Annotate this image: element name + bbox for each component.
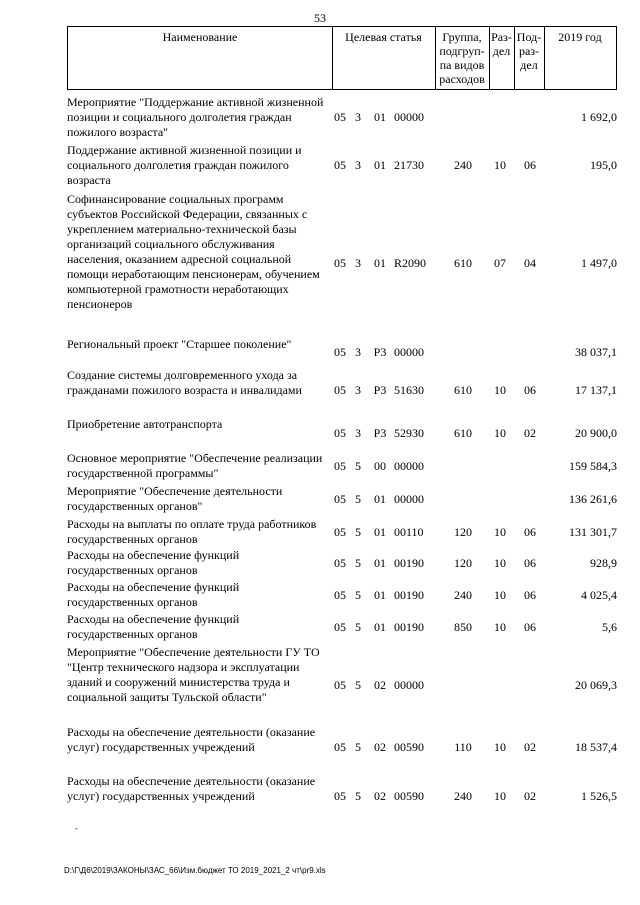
- cell-section: 10: [494, 620, 506, 634]
- header-group: Группа, подгруп- па видов расходов: [439, 30, 485, 86]
- cell-program: 05: [334, 345, 346, 359]
- header-target-article: Целевая статья: [345, 30, 422, 44]
- cell-amount: 20 900,0: [575, 426, 617, 440]
- cell-group: 240: [454, 789, 472, 803]
- cell-subsection: 06: [524, 588, 536, 602]
- cell-subsection: 06: [524, 383, 536, 397]
- cell-group: 850: [454, 620, 472, 634]
- cell-amount: 1 526,5: [581, 789, 617, 803]
- row-name: Поддержание активной жизненной позиции и социального долголетия граждан пожилого возраста: [67, 143, 302, 187]
- row-name: Расходы на обеспечение функций государственных органов: [67, 612, 240, 641]
- cell-subsection: 02: [524, 740, 536, 754]
- cell-program: 05: [334, 383, 346, 397]
- cell-program: 05: [334, 678, 346, 692]
- cell-event: 01: [374, 556, 386, 570]
- cell-section: 10: [494, 588, 506, 602]
- cell-subprogram: 3: [355, 110, 361, 124]
- row-name: Мероприятие "Поддержание активной жизненной позиции и социального долголетия граждан пожилого возраста": [67, 95, 324, 139]
- cell-program: 05: [334, 110, 346, 124]
- cell-direction: 00590: [394, 789, 424, 803]
- cell-subsection: 06: [524, 525, 536, 539]
- cell-subprogram: 5: [355, 740, 361, 754]
- cell-amount: 159 584,3: [569, 459, 617, 473]
- cell-program: 05: [334, 588, 346, 602]
- row-name: Софинансирование социальных программ субъектов Российской Федерации, связанных с укреплением материально-технической базы организаций социального обслуживания населения, оказанием адресной социальной помощи неработающим пенсионерам, обучением компьютерной грамотности неработающих пенсионеров: [67, 192, 320, 311]
- cell-section: 10: [494, 525, 506, 539]
- cell-subsection: 02: [524, 426, 536, 440]
- cell-program: 05: [334, 426, 346, 440]
- row-name: Мероприятие "Обеспечение деятельности ГУ ТО "Центр технического надзора и эксплуатации зданий и сооружений министерства труда и социальной защиты Тульской области": [67, 645, 320, 704]
- cell-program: 05: [334, 789, 346, 803]
- row-name: Основное мероприятие "Обеспечение реализации государственной программы": [67, 451, 323, 480]
- cell-section: 10: [494, 383, 506, 397]
- cell-group: 110: [454, 740, 472, 754]
- row-name: Расходы на обеспечение деятельности (оказание услуг) государственных учреждений: [67, 725, 316, 754]
- header-section: Раз- дел: [491, 30, 512, 58]
- cell-program: 05: [334, 492, 346, 506]
- cell-direction: 00190: [394, 620, 424, 634]
- cell-direction: 00000: [394, 110, 424, 124]
- cell-subprogram: 5: [355, 678, 361, 692]
- cell-event: 01: [374, 492, 386, 506]
- cell-direction: 52930: [394, 426, 424, 440]
- cell-subsection: 06: [524, 158, 536, 172]
- cell-amount: 18 537,4: [575, 740, 617, 754]
- cell-section: 10: [494, 740, 506, 754]
- cell-program: 05: [334, 158, 346, 172]
- cell-program: 05: [334, 256, 346, 270]
- cell-event: 01: [374, 110, 386, 124]
- cell-event: 00: [374, 459, 386, 473]
- cell-amount: 928,9: [590, 556, 617, 570]
- row-name: Создание системы долговременного ухода за гражданами пожилого возраста и инвалидами: [67, 368, 302, 397]
- cell-amount: 136 261,6: [569, 492, 617, 506]
- cell-subsection: 06: [524, 556, 536, 570]
- stray-mark: -: [75, 824, 78, 833]
- cell-program: 05: [334, 740, 346, 754]
- cell-direction: 00000: [394, 459, 424, 473]
- file-path-footer: D:\Г\Д6\2019\ЗАКОНЫ\ЗАС_66\Изм.бюджет ТО 2019_2021_2 чт\pr9.xls: [64, 866, 326, 875]
- cell-group: 120: [454, 556, 472, 570]
- cell-subprogram: 5: [355, 459, 361, 473]
- cell-amount: 38 037,1: [575, 345, 617, 359]
- page-number: 53: [314, 11, 326, 25]
- cell-group: 240: [454, 158, 472, 172]
- cell-group: 610: [454, 383, 472, 397]
- header-year: 2019 год: [558, 30, 602, 44]
- row-name: Расходы на обеспечение функций государственных органов: [67, 548, 240, 577]
- cell-section: 10: [494, 556, 506, 570]
- header-name: Наименование: [162, 30, 238, 44]
- cell-section: 10: [494, 426, 506, 440]
- cell-event: P3: [373, 426, 387, 440]
- row-name: Расходы на обеспечение функций государственных органов: [67, 580, 240, 609]
- header-subsection: Под- раз- дел: [516, 30, 542, 72]
- cell-direction: 51630: [394, 383, 424, 397]
- cell-amount: 1 497,0: [581, 256, 617, 270]
- cell-event: P3: [373, 345, 387, 359]
- cell-subsection: 02: [524, 789, 536, 803]
- cell-subprogram: 3: [355, 256, 361, 270]
- cell-amount: 131 301,7: [569, 525, 617, 539]
- row-name: Расходы на выплаты по оплате труда работников государственных органов: [67, 517, 317, 546]
- row-name: Региональный проект "Старшее поколение": [67, 337, 292, 351]
- cell-amount: 20 069,3: [575, 678, 617, 692]
- cell-direction: 00110: [394, 525, 424, 539]
- cell-section: 10: [494, 789, 506, 803]
- cell-direction: 00000: [394, 492, 424, 506]
- cell-subprogram: 3: [355, 426, 361, 440]
- cell-section: 07: [494, 256, 506, 270]
- cell-group: 610: [454, 256, 472, 270]
- cell-event: 01: [374, 158, 386, 172]
- cell-event: 02: [374, 678, 386, 692]
- cell-direction: 00190: [394, 556, 424, 570]
- cell-group: 120: [454, 525, 472, 539]
- row-name: Расходы на обеспечение деятельности (оказание услуг) государственных учреждений: [67, 774, 316, 803]
- cell-group: 610: [454, 426, 472, 440]
- cell-subprogram: 5: [355, 556, 361, 570]
- cell-amount: 17 137,1: [575, 383, 617, 397]
- row-name: Приобретение автотранспорта: [67, 417, 223, 431]
- cell-direction: 00000: [394, 345, 424, 359]
- cell-direction: R2090: [394, 256, 427, 270]
- cell-program: 05: [334, 620, 346, 634]
- cell-subprogram: 5: [355, 492, 361, 506]
- cell-amount: 1 692,0: [581, 110, 617, 124]
- cell-program: 05: [334, 459, 346, 473]
- cell-subprogram: 5: [355, 620, 361, 634]
- cell-subsection: 04: [524, 256, 536, 270]
- cell-event: 02: [374, 789, 386, 803]
- cell-subprogram: 5: [355, 588, 361, 602]
- cell-program: 05: [334, 556, 346, 570]
- cell-program: 05: [334, 525, 346, 539]
- cell-group: 240: [454, 588, 472, 602]
- cell-section: 10: [494, 158, 506, 172]
- cell-direction: 00590: [394, 740, 424, 754]
- cell-amount: 5,6: [602, 620, 617, 634]
- cell-amount: 4 025,4: [581, 588, 617, 602]
- cell-direction: 00190: [394, 588, 424, 602]
- cell-subprogram: 5: [355, 525, 361, 539]
- cell-subprogram: 3: [355, 383, 361, 397]
- row-name: Мероприятие "Обеспечение деятельности государственных органов": [67, 484, 283, 513]
- cell-amount: 195,0: [590, 158, 617, 172]
- cell-event: P3: [373, 383, 387, 397]
- cell-direction: 00000: [394, 678, 424, 692]
- cell-direction: 21730: [394, 158, 424, 172]
- cell-subprogram: 3: [355, 158, 361, 172]
- cell-event: 01: [374, 256, 386, 270]
- cell-subprogram: 5: [355, 789, 361, 803]
- cell-event: 02: [374, 740, 386, 754]
- cell-subsection: 06: [524, 620, 536, 634]
- cell-event: 01: [374, 620, 386, 634]
- cell-event: 01: [374, 525, 386, 539]
- cell-subprogram: 3: [355, 345, 361, 359]
- cell-event: 01: [374, 588, 386, 602]
